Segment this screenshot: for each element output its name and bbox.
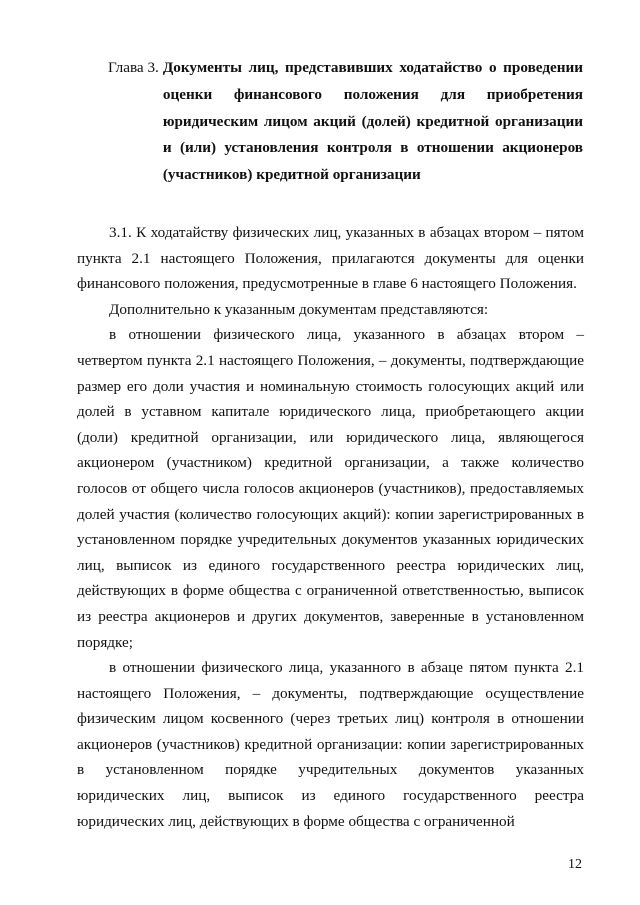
body-text — [77, 220, 584, 834]
paragraph-fifth: в отношении физического лица, указанного в абзаце пятом пункта 2.1 настоящего Положения, – документы, подтверждающие осуществление физическим лицом косвенного (через третьих лиц) контроля в отношении акционеров (участников) кредитной организации: копии зарегистрированных в установленном порядке учредительных документов указанных юридических лиц, выписок из единого государственного реестра юридических лиц, действующих в форме общества с ограниченной — [77, 659, 584, 830]
chapter-title: Документы лиц, представивших ходатайство о проведении оценки финансового положения для приобретения юридическим лицом акций (долей) кредитной организации и (или) установления контроля в отношении акционеров (участников) кредитной организации — [162, 59, 583, 184]
paragraph-3-1: 3.1. К ходатайству физических лиц, указанных в абзацах втором – пятом пункта 2.1 настоящего Положения, прилагаются документы для оценки финансового положения, предусмотренные в главе 6 настоящего Положения. — [77, 224, 584, 293]
paragraph-second-fourth: в отношении физического лица, указанного в абзацах втором – четвертом пункта 2.1 настоящего Положения, – документы, подтверждающие размер его доли участия и номинальную стоимость голосующих акций или долей в уставном капитале юридического лица, приобретающего акции (доли) кредитной организации, или юридического лица, являющегося акционером (участником) кредитной организации, а также количество голосов от общего числа голосов акционеров (участников), предоставляемых долей участия (количество голосующих акций): копии зарегистрированных в установленном порядке учредительных документов указанных юридических лиц, выписок из единого государственного реестра юридических лиц, действующих в форме общества с ограниченной ответственностью, выписок из реестра акционеров и других документов, заверенные в установленном порядке; — [77, 326, 584, 651]
page-number: 12 — [568, 857, 582, 872]
chapter-number: Глава 3. — [108, 59, 159, 76]
chapter-heading — [108, 55, 583, 189]
paragraph-additional: Дополнительно к указанным документам представляются: — [109, 300, 489, 318]
